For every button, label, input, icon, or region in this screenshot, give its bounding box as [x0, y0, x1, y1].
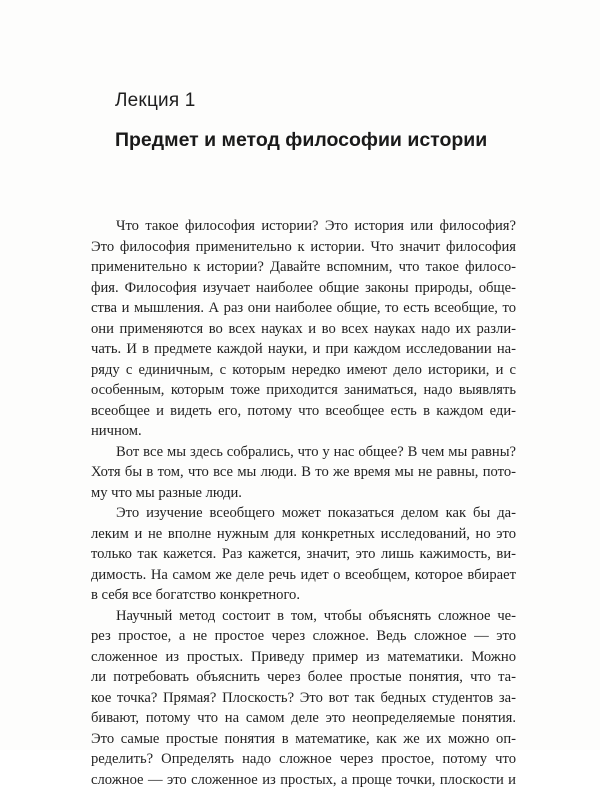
text-line: Хотя бы в том, что все мы люди. В то же время мы не равны, пото- — [91, 462, 516, 483]
text-line: бивают, потому что на самом деле это неопределяемые понятия. — [91, 708, 516, 729]
text-line: чать. И в предмете каждой науки, и при каждом исследовании на- — [91, 339, 516, 360]
text-line: ли потребовать объяснить через более простые понятия, что та- — [91, 667, 516, 688]
body-text — [91, 216, 516, 790]
text-line: фия. Философия изучает наиболее общие законы природы, обще- — [91, 278, 516, 299]
text-line: Научный метод состоит в том, чтобы объяснять сложное че- — [91, 606, 516, 627]
lecture-number-heading: Лекция 1 — [115, 90, 196, 112]
text-line: Это философия применительно к истории. Что значит философия — [91, 237, 516, 258]
text-line: в себя все богатство конкретного. — [91, 585, 516, 606]
text-line: ряду с единичным, с которым нередко имеют дело историки, и с — [91, 360, 516, 381]
text-line: димость. На самом же деле речь идет о всеобщем, которое вбирает — [91, 565, 516, 586]
text-line: Что такое философия истории? Это история или философия? — [91, 216, 516, 237]
text-line: Это изучение всеобщего может показаться делом как бы да- — [91, 503, 516, 524]
text-line: му что мы разные люди. — [91, 483, 516, 504]
text-line: особенным, которым тоже приходится заниматься, надо выявлять — [91, 380, 516, 401]
text-line: рез простое, а не простое через сложное. Ведь сложное — это — [91, 626, 516, 647]
text-line: Это самые простые понятия в математике, как же их можно оп- — [91, 729, 516, 750]
text-line: кое точка? Прямая? Плоскость? Это вот так бедных студентов за- — [91, 688, 516, 709]
lecture-title: Предмет и метод философии истории — [115, 129, 487, 152]
text-line: сложное — это сложенное из простых, а проще точки, плоскости и — [91, 770, 516, 790]
text-line: применительно к истории? Давайте вспомним, что такое филосо- — [91, 257, 516, 278]
text-line: Вот все мы здесь собрались, что у нас общее? В чем мы равны? — [91, 442, 516, 463]
text-line: они применяются во всех науках и во всех науках надо их разли- — [91, 319, 516, 340]
text-line: ничном. — [91, 421, 516, 442]
text-line: только так кажется. Раз кажется, значит, это лишь кажимость, ви- — [91, 544, 516, 565]
text-line: ределить? Определять надо сложное через простое, потому что — [91, 749, 516, 770]
text-line: сложенное из простых. Приведу пример из математики. Можно — [91, 647, 516, 668]
text-line: всеобщее и видеть его, потому что всеобщее есть в каждом еди- — [91, 401, 516, 422]
text-line: леким и не вполне нужным для конкретных исследований, но это — [91, 524, 516, 545]
text-line: ства и мышления. А раз они наиболее общие, то есть всеобщие, то — [91, 298, 516, 319]
